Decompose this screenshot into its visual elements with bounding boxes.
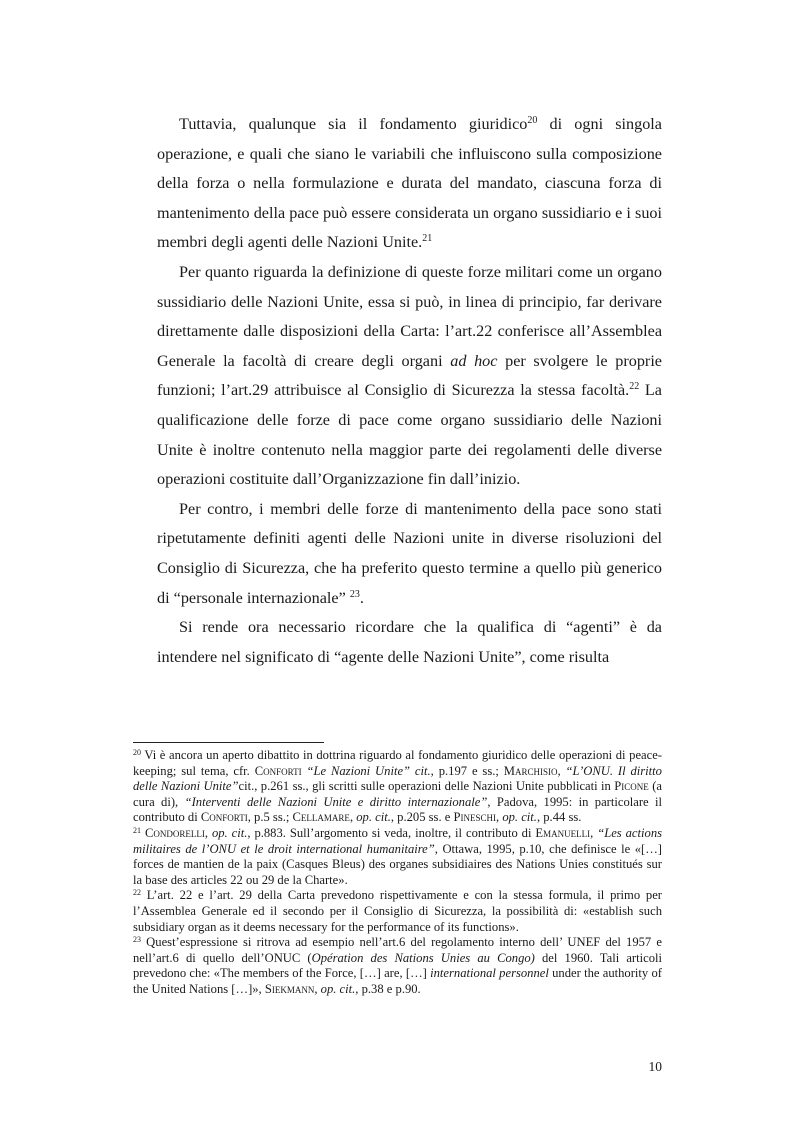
footnote-separator	[133, 742, 324, 743]
footnote-20: $^{20}$ Vi è ancora un aperto dibattito in dottrina riguardo al fondamento giuridico delle operazioni di peace-keeping; sul tema, cfr. Conforti “Le Nazioni Unite” cit., p.197 e ss.; Marchisio, “L’ONU. Il diritto delle Nazioni Unite”cit., p.261 ss., gli scritti sulle operazioni delle Nazioni Unite pubblicati in Picone (a cura di), “Interventi delle Nazioni Unite e diritto internazionale”, Padova, 1995: in particolare il contributo di Conforti, p.5 ss.; Cellamare, op. cit., p.205 ss. e Pineschi, op. cit., p.44 ss.	[133, 748, 663, 825]
footnote-22: $^{22}$ L’art. 22 e l’art. 29 della Carta prevedono rispettivamente e con la stessa formula, il primo per l’Assemblea Generale ed il secondo per il Consiglio di Sicurezza, la possibilità di: «establish such subsidiary organ as it deems necessary for the performance of its functions».	[133, 888, 662, 934]
footnote-23: $^{23}$ Quest’espressione si ritrova ad esempio nell’art.6 del regolamento interno dell’ UNEF del 1957 e nell’art.6 di quello dell’ONUC (Opération des Nations Unies au Congo) del 1960. Tali articoli prevedono che: «The members of the Force, […] are, […] international personnel under the authority of the United Nations […]», Siekmann, op. cit., p.38 e p.90.	[133, 935, 662, 996]
paragraph-3: Per contro, i membri delle forze di mantenimento della pace sono stati ripetutamente definiti agenti delle Nazioni unite in diverse risoluzioni del Consiglio di Sicurezza, che ha preferito questo termine a quello più generico di “personale internazionale” $^{23}$.	[157, 499, 662, 607]
footnote-ref-22[interactable]: 22	[629, 381, 640, 393]
footnote-ref-23[interactable]: 23	[349, 588, 360, 600]
page-number: 10	[648, 1059, 662, 1074]
footnote-ref-20[interactable]: 20	[527, 115, 538, 126]
footnote-21: $^{21}$ Condorelli, op. cit., p.883. Sull’argomento si veda, inoltre, il contributo di Emanuelli, “Les actions militaires de l’ONU et le droit international humanitaire”, Ottawa, 1995, p.10, che definisce le «[…] forces de mantien de la paix (Casques Bleus) des organes subsidiaires des Nations Unies constitués sur la base des articles 22 ou 29 de la Charte».	[133, 825, 663, 887]
paragraph-1: Tuttavia, qualunque sia il fondamento giuridico$^{20}$ di ogni singola operazione, e quali che siano le variabili che influiscono sulla composizione della forza o nella formulazione e durata del mandato, ciascuna forza di mantenimento della pace può essere considerata un organo sussidiario e i suoi membri degli agenti delle Nazioni Unite.$^{21}$	[157, 115, 662, 252]
footnotes	[133, 748, 662, 998]
footnote-ref-21[interactable]: 21	[422, 233, 433, 245]
body-text	[157, 110, 662, 672]
paragraph-2: Per quanto riguarda la definizione di queste forze militari come un organo sussidiario delle Nazioni Unite, essa si può, in linea di principio, far derivare direttamente dalle disposizioni della Carta: l’art.22 conferisce all’Assemblea Generale la facoltà di creare degli organi ad hoc per svolgere le proprie funzioni; l’art.29 attribuisce al Consiglio di Sicurezza la stessa facoltà.$^{22}$ La qualificazione delle forze di pace come organo sussidiario delle Nazioni Unite è inoltre contenuto nella maggior parte dei regolamenti delle diverse operazioni costituite dall’Organizzazione fin dall’inizio.	[157, 262, 662, 489]
paragraph-4: Si rende ora necessario ricordare che la qualifica di “agenti” è da intendere nel significato di “agente delle Nazioni Unite”, come risulta	[157, 618, 662, 666]
